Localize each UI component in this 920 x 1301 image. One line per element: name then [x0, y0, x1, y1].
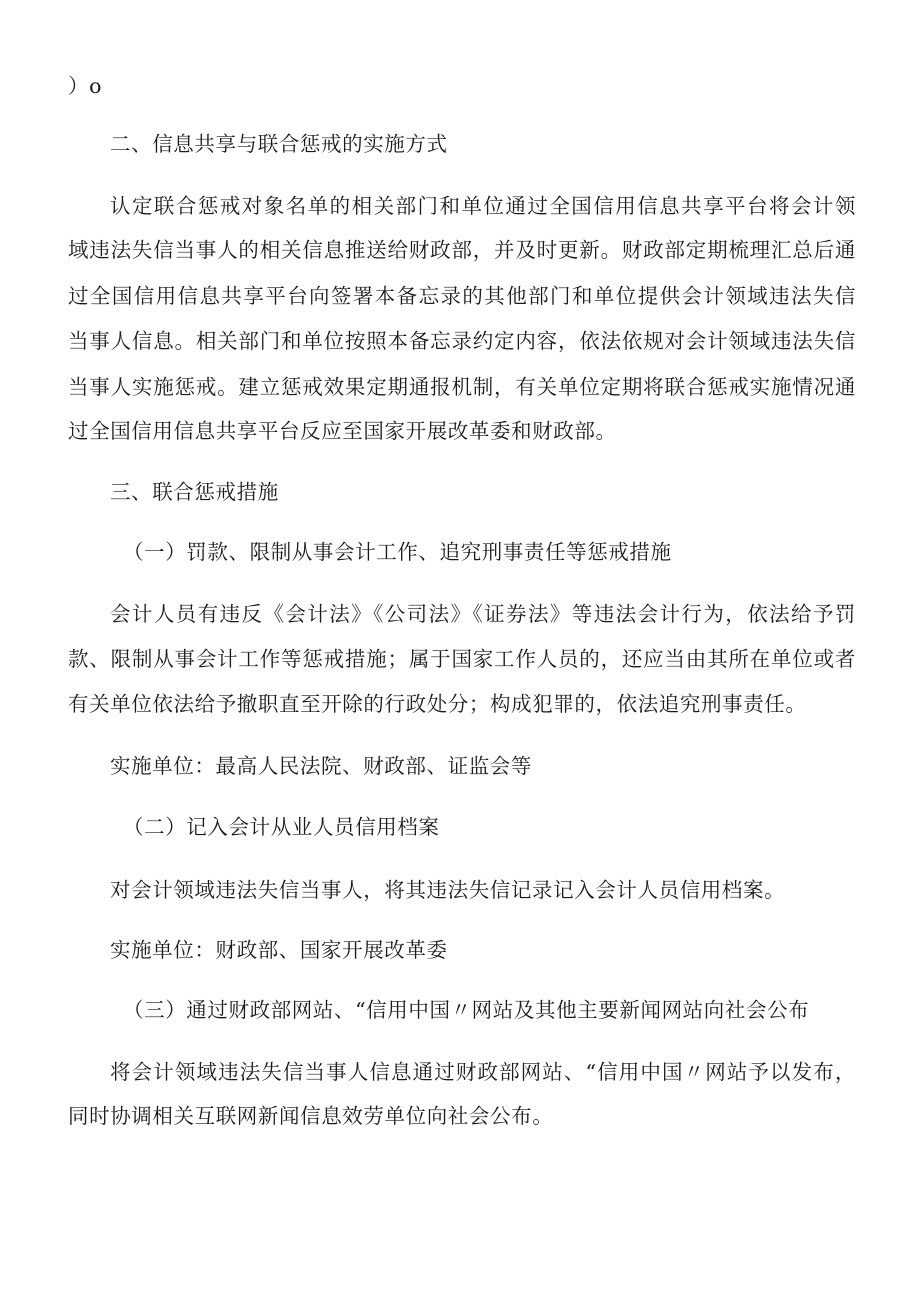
section-2-heading: 二、信息共享与联合惩戒的实施方式	[110, 132, 448, 156]
sub-2-line: 对会计领域违法失信当事人，将其违法失信记录记入会计人员信用档案。	[110, 878, 786, 902]
sub-1-heading: （一）罚款、限制从事会计工作、追究刑事责任等惩戒措施	[123, 540, 672, 564]
section-2-line-5: 当事人实施惩戒。建立惩戒效果定期通报机制，有关单位定期将联合惩戒实施情况通	[68, 375, 856, 399]
sub-3-heading: （三）通过财政部网站、“信用中国〃网站及其他主要新闻网站向社会公布	[123, 998, 810, 1022]
section-2-line-6: 过全国信用信息共享平台反应至国家开展改革委和财政部。	[68, 419, 617, 443]
sub-3-line-2: 同时协调相关互联网新闻信息效劳单位向社会公布。	[68, 1104, 554, 1128]
sub-1-units: 实施单位：最高人民法院、财政部、证监会等	[110, 754, 532, 778]
section-2-line-1: 认定联合惩戒对象名单的相关部门和单位通过全国信用信息共享平台将会计领	[110, 194, 856, 218]
sub-1-line-1: 会计人员有违反《会计法》《公司法》《证券法》等违法会计行为，依法给予罚	[110, 602, 856, 626]
sub-1-line-2: 款、限制从事会计工作等惩戒措施；属于国家工作人员的，还应当由其所在单位或者	[68, 647, 856, 671]
section-2-line-4: 当事人信息。相关部门和单位按照本备忘录约定内容，依法依规对会计领域违法失信	[68, 329, 856, 353]
sub-1-line-3: 有关单位依法给予撤职直至开除的行政处分；构成犯罪的，依法追究刑事责任。	[68, 692, 807, 716]
section-3-heading: 三、联合惩戒措施	[110, 480, 279, 504]
lead-fragment: ）o	[68, 74, 103, 98]
section-2-line-2: 域违法失信当事人的相关信息推送给财政部，并及时更新。财政部定期梳理汇总后通	[68, 238, 856, 262]
sub-2-heading: （二）记入会计从业人员信用档案	[123, 815, 440, 839]
section-2-line-3: 过全国信用信息共享平台向签署本备忘录的其他部门和单位提供会计领域违法失信	[68, 284, 856, 308]
sub-2-units: 实施单位：财政部、国家开展改革委	[110, 938, 448, 962]
sub-3-line-1: 将会计领域违法失信当事人信息通过财政部网站、“信用中国〃网站予以发布，	[110, 1060, 856, 1084]
